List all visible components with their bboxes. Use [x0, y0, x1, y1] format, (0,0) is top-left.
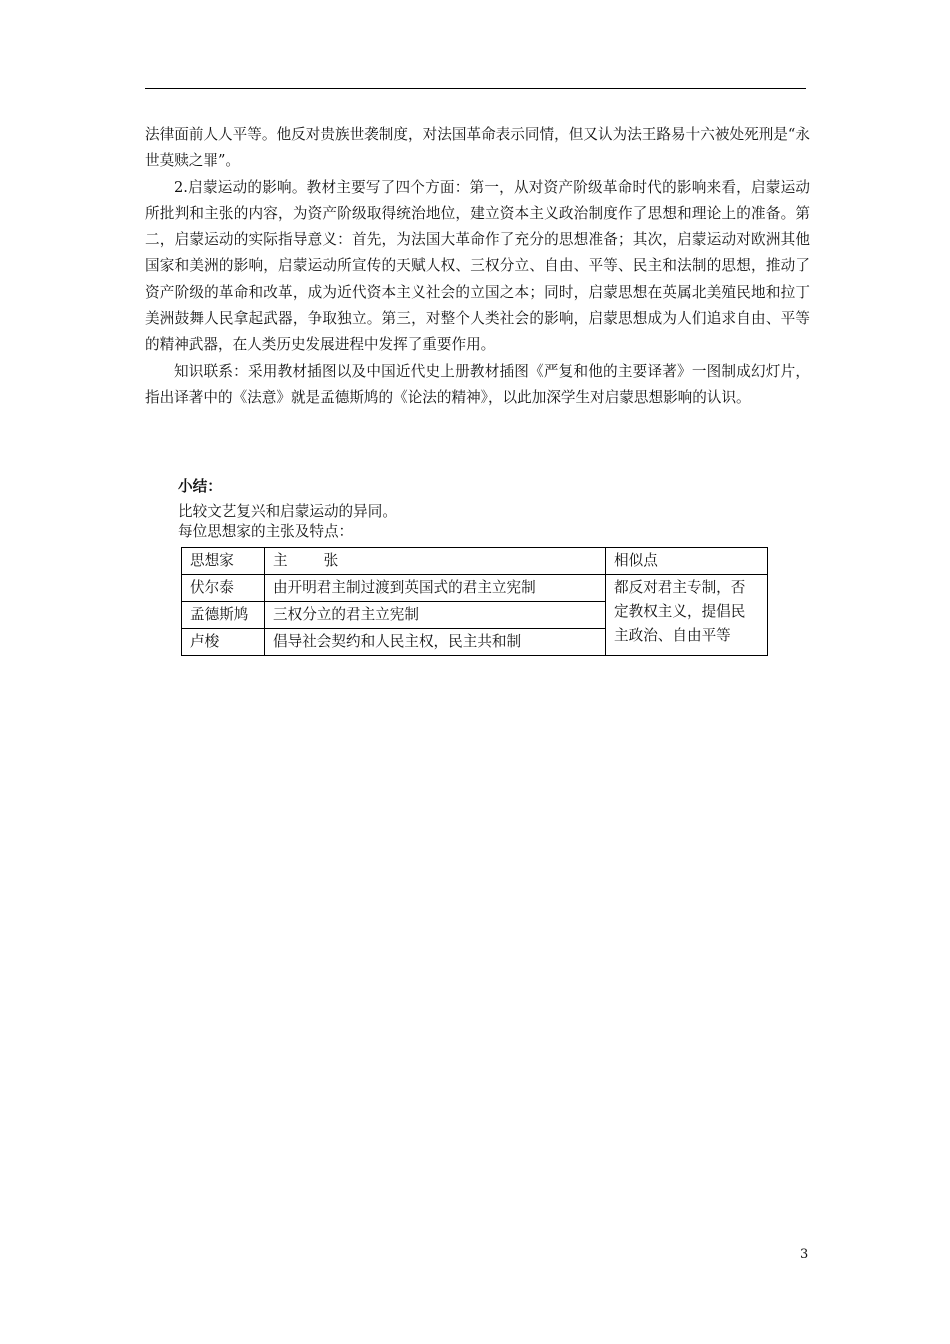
summary-title: 小结：: [178, 478, 222, 495]
body-text: [145, 122, 810, 411]
table-row: [182, 575, 768, 602]
paragraph-continuation: 法律面前人人平等。他反对贵族世袭制度，对法国革命表示同情，但又认为法王路易十六被处死刑是“永世莫赎之罪”。: [145, 126, 810, 170]
header-claim: [265, 548, 606, 575]
table-caption: 每位思想家的主张及特点：: [178, 523, 354, 540]
summary-section: [178, 474, 397, 524]
claim-cell: 倡导社会契约和人民主权，民主共和制: [265, 629, 606, 656]
similarity-cell: 都反对君主专制，否定教权主义，提倡民主政治、自由平等: [606, 575, 768, 656]
header-similarity: 相似点: [606, 548, 768, 575]
header-claim-part2: 张: [323, 552, 339, 569]
summary-line: 比较文艺复兴和启蒙运动的异同。: [178, 503, 397, 520]
paragraph-knowledge-link: 知识联系：采用教材插图以及中国近代史上册教材插图《严复和他的主要译著》一图制成幻灯片，指出译著中的《法意》就是孟德斯鸠的《论法的精神》，以此加深学生对启蒙思想影响的认识。: [145, 362, 810, 406]
thinker-cell: 孟德斯鸠: [182, 602, 265, 629]
paragraph-influence: 2.启蒙运动的影响。教材主要写了四个方面：第一，从对资产阶级革命时代的影响来看，启蒙运动所批判和主张的内容，为资产阶级取得统治地位，建立资本主义政治制度作了思想和理论上的准备。第二，启蒙运动的实际指导意义：首先，为法国大革命作了充分的思想准备；其次，启蒙运动对欧洲其他国家和美洲的影响，启蒙运动所宣传的天赋人权、三权分立、自由、平等、民主和法制的思想，推动了资产阶级的革命和改革，成为近代资本主义社会的立国之本；同时，启蒙思想在英属北美殖民地和拉丁美洲鼓舞人民拿起武器，争取独立。第三，对整个人类社会的影响，启蒙思想成为人们追求自由、平等的精神武器，在人类历史发展进程中发挥了重要作用。: [145, 178, 810, 354]
thinker-cell: 伏尔泰: [182, 575, 265, 602]
header-claim-part1: 主: [273, 552, 288, 569]
table-header-row: [182, 548, 768, 575]
thinker-cell: 卢梭: [182, 629, 265, 656]
page-number: 3: [800, 1247, 809, 1262]
claim-cell: 由开明君主制过渡到英国式的君主立宪制: [265, 575, 606, 602]
header-rule: [145, 88, 806, 89]
header-thinker: 思想家: [182, 548, 265, 575]
claim-cell: 三权分立的君主立宪制: [265, 602, 606, 629]
thinkers-table: [181, 547, 768, 656]
